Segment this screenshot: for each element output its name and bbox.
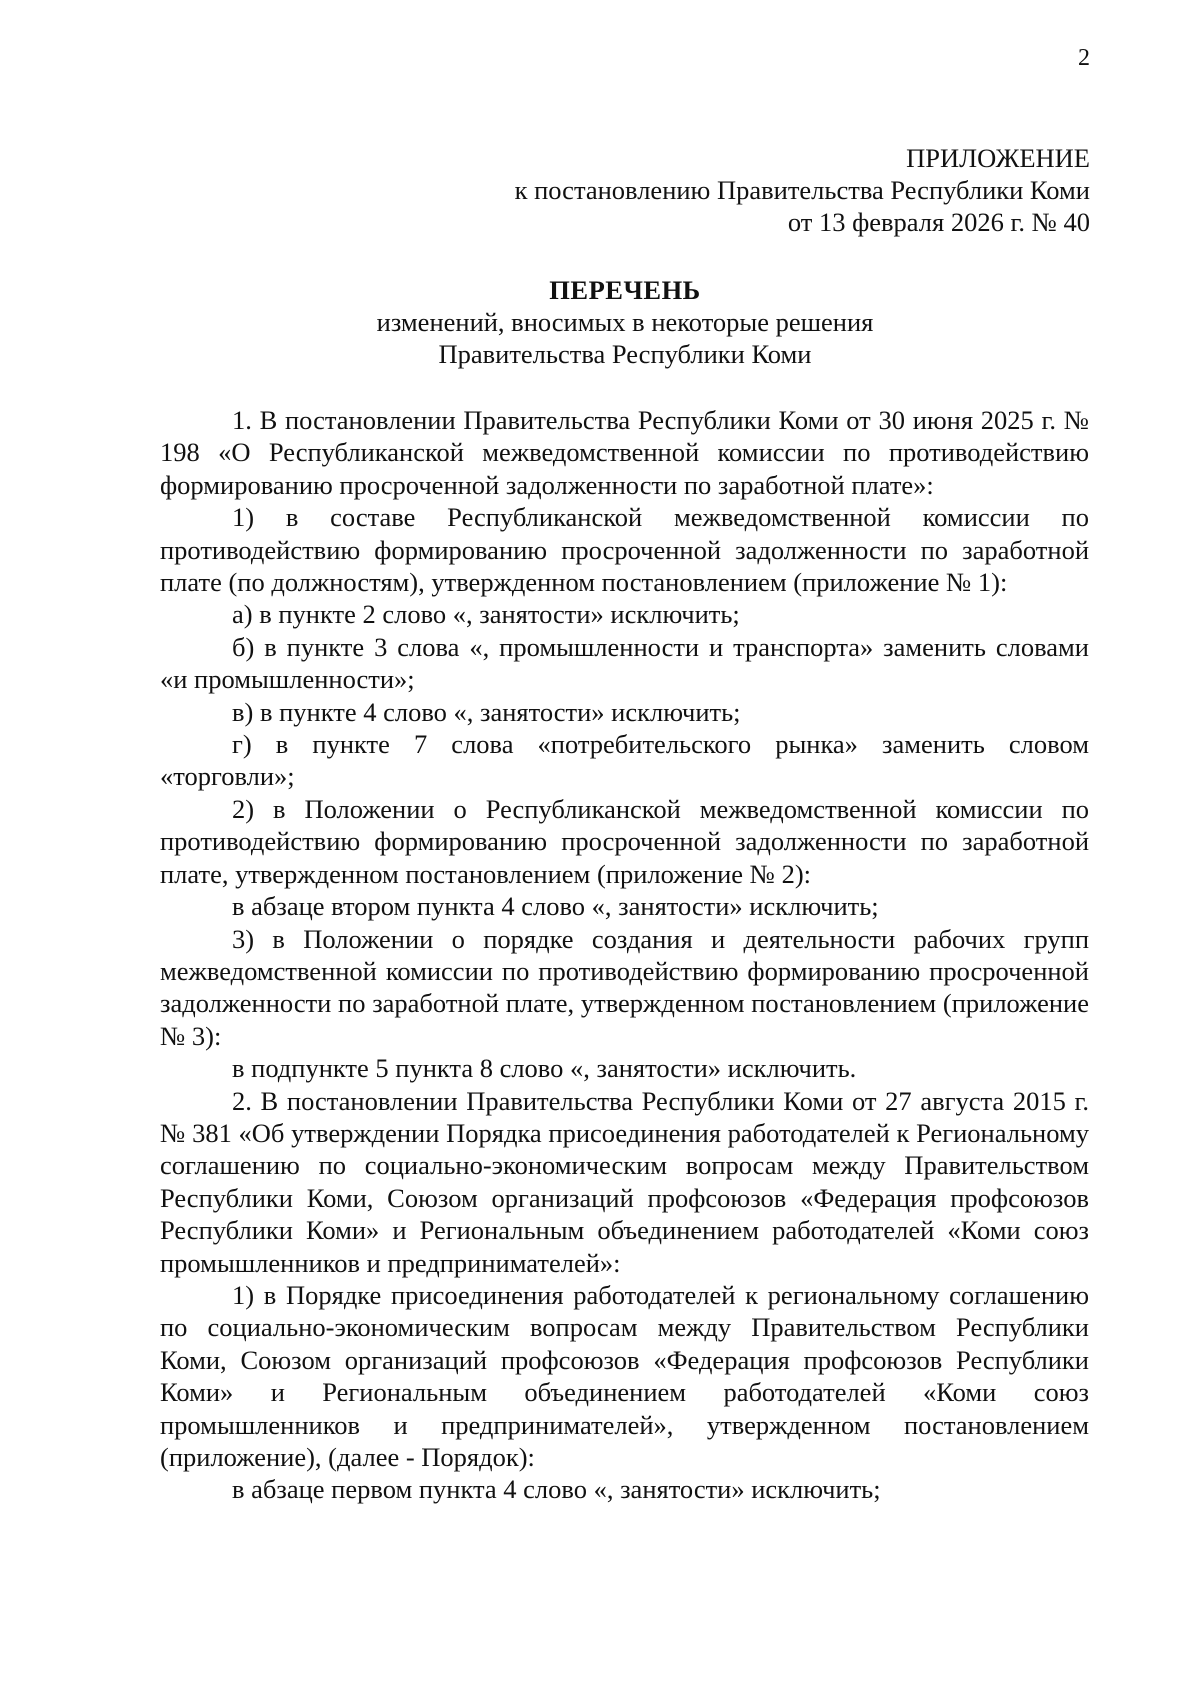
- document-subtitle-line-1: изменений, вносимых в некоторые решения: [376, 307, 874, 337]
- document-heading: [160, 274, 1090, 370]
- paragraph: 2. В постановлении Правительства Республики Коми от 27 августа 2015 г. № 381 «Об утверждении Порядка присоединения работодателей к Региональному соглашению по социально-экономическим вопросам между Правительством Республики Коми, Союзом организаций профсоюзов «Федерация профсоюзов Республики Коми» и Региональным объединением работодателей «Коми союз промышленников и предпринимателей»:: [160, 1085, 1089, 1278]
- appendix-header: [515, 142, 1090, 238]
- document-body: [160, 404, 1089, 1506]
- appendix-date-number: от 13 февраля 2026 г. № 40: [787, 207, 1090, 237]
- document-title: ПЕРЕЧЕНЬ: [549, 275, 701, 305]
- appendix-reference: к постановлению Правительства Республики Коми: [514, 175, 1090, 205]
- paragraph: в подпункте 5 пункта 8 слово «, занятости» исключить.: [232, 1053, 857, 1084]
- paragraph: а) в пункте 2 слово «, занятости» исключить;: [232, 599, 740, 630]
- paragraph: г) в пункте 7 слова «потребительского рынка» заменить словом «торговли»;: [160, 729, 1089, 792]
- paragraph: в абзаце первом пункта 4 слово «, занятости» исключить;: [232, 1474, 881, 1505]
- paragraph: 1) в составе Республиканской межведомственной комиссии по противодействию формированию просроченной задолженности по заработной плате (по должностям), утвержденном постановлением (приложение № 1):: [160, 502, 1089, 598]
- paragraph: 2) в Положении о Республиканской межведомственной комиссии по противодействию формированию просроченной задолженности по заработной плате, утвержденном постановлением (приложение № 2):: [160, 793, 1089, 889]
- paragraph: 3) в Положении о порядке создания и деятельности рабочих групп межведомственной комиссии по противодействию формированию просроченной задолженности по заработной плате, утвержденном постановлением (приложение № 3):: [160, 923, 1089, 1051]
- appendix-label: ПРИЛОЖЕНИЕ: [906, 143, 1090, 173]
- paragraph: в) в пункте 4 слово «, занятости» исключить;: [232, 696, 741, 727]
- paragraph: 1. В постановлении Правительства Республики Коми от 30 июня 2025 г. № 198 «О Республиканской межведомственной комиссии по противодействию формированию просроченной задолженности по заработной плате»:: [160, 405, 1089, 500]
- paragraph: в абзаце втором пункта 4 слово «, занятости» исключить;: [232, 891, 879, 922]
- paragraph: б) в пункте 3 слова «, промышленности и транспорта» заменить словами «и промышленности»;: [160, 631, 1089, 695]
- paragraph: 1) в Порядке присоединения работодателей к региональному соглашению по социально-экономическим вопросам между Правительством Республики Коми, Союзом организаций профсоюзов «Федерация профсоюзов Республики Коми» и Региональным объединением работодателей «Коми союз промышленников и предпринимателей», утвержденном постановлением (приложение), (далее - Порядок):: [160, 1279, 1089, 1472]
- document-subtitle-line-2: Правительства Республики Коми: [438, 339, 812, 369]
- page-number: 2: [1078, 45, 1090, 71]
